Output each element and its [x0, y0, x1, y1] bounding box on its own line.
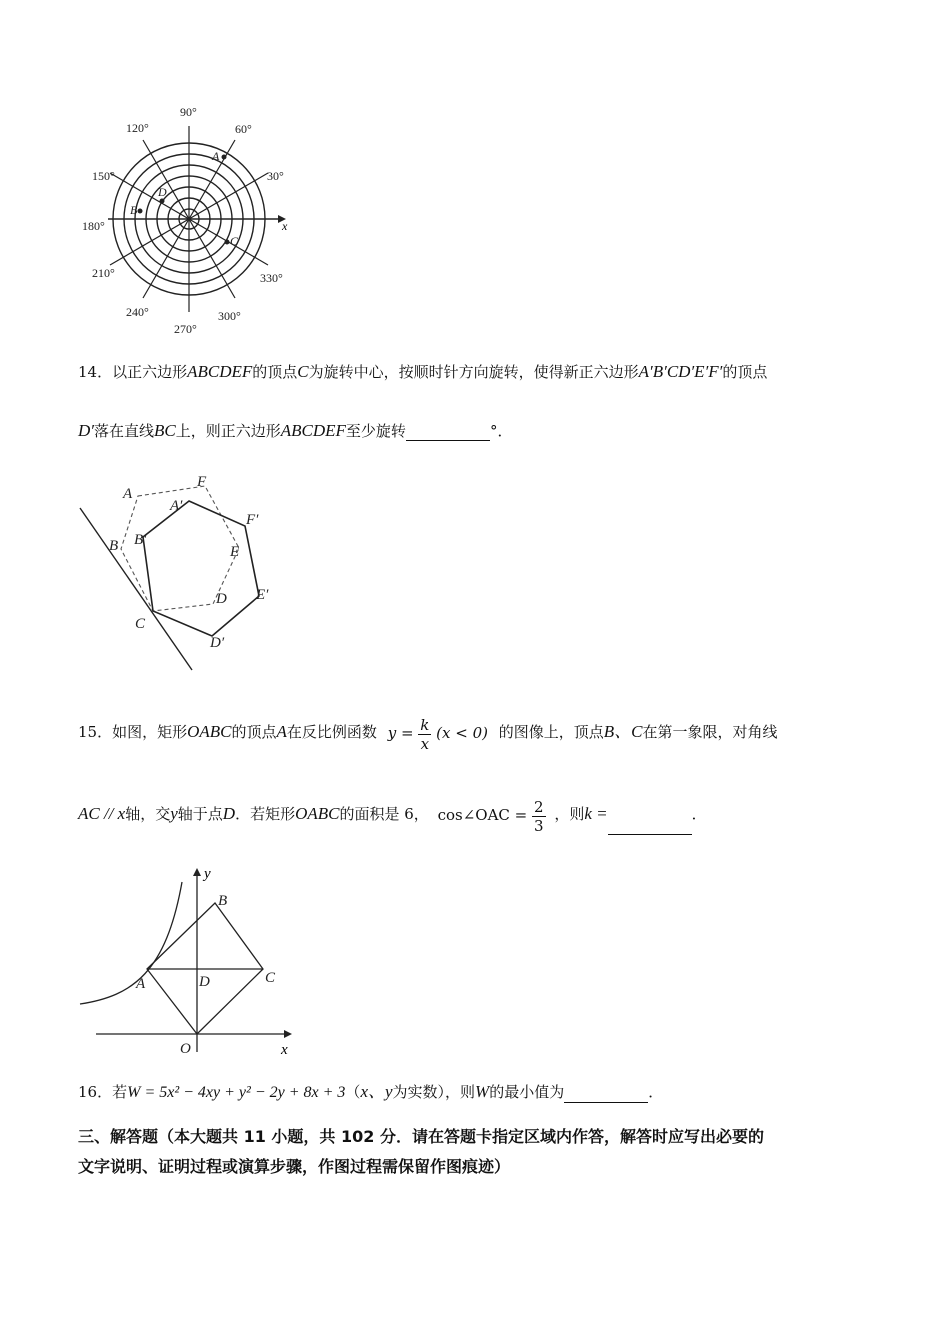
label-c: C [265, 970, 276, 986]
point-origin [187, 217, 191, 221]
angle-label-300: 300° [218, 309, 241, 323]
label-a-prime: A′ [170, 498, 183, 514]
angle-label-30: 30° [267, 169, 284, 183]
angle-label-270: 270° [174, 322, 197, 336]
rectangle-labels [135, 893, 276, 1057]
label-b: B [218, 893, 228, 909]
hyperbola-curve [80, 882, 182, 1004]
label-b-prime: B′ [134, 532, 147, 548]
y-axis-label: y [204, 866, 211, 882]
label-b: B [109, 538, 119, 554]
x-axis-label: x [281, 1042, 288, 1058]
point-c [225, 240, 230, 245]
rotated-hexagon [143, 501, 259, 636]
question-14-line-1: 14．以正六边形ABCDEF的顶点C为旋转中心，按顺时针方向旋转，使得新正六边形A′B′CD′E′F′的顶点 [78, 362, 768, 381]
q14-number: 14． [78, 363, 113, 381]
q14-hexagon: ABCDEF [187, 362, 253, 381]
label-c: C [230, 234, 239, 248]
q16-answer-blank[interactable] [564, 1086, 648, 1103]
label-d: D [199, 974, 210, 990]
label-a: A [136, 976, 146, 992]
question-15-line-2: AC // x轴，交y轴于点D．若矩形OABC的面积是 6， cos∠OAC = $\frac{2}{3}$ ，则k = ． [78, 794, 707, 836]
q15-cosine: cos∠OAC = $\frac{2}{3}$ [437, 797, 544, 835]
section-3-line-1: 三、解答题（本大题共 11 小题，共 102 分．请在答题卡指定区域内作答，解答时应写出必要的 [78, 1127, 764, 1146]
question-16: 16．若W = 5x² − 4xy + y² − 2y + 8x + 3（x、y为实数），则W的最小值为 ． [78, 1082, 664, 1101]
point-d [160, 199, 165, 204]
label-a: A [212, 149, 220, 163]
angle-label-330: 330° [260, 271, 283, 285]
hexagon-rotation-figure [76, 472, 286, 676]
angle-label-210: 210° [92, 266, 115, 280]
q14-new-hexagon: A′B′CD′E′F′ [638, 362, 723, 381]
point-a [222, 155, 227, 160]
angle-label-240: 240° [126, 305, 149, 319]
angle-label-90: 90° [180, 105, 197, 119]
label-d-prime: D′ [210, 635, 225, 651]
section-3-heading [78, 1122, 878, 1182]
section-3-line-2: 文字说明、证明过程或演算步骤，作图过程需保留作图痕迹） [78, 1157, 511, 1176]
angle-label-150: 150° [92, 169, 115, 183]
angle-label-180: 180° [82, 219, 105, 233]
question-14-line-2: D′落在直线BC上，则正六边形ABCDEF至少旋转 °． [78, 421, 513, 440]
label-c: C [135, 616, 146, 632]
x-axis-arrow-icon [284, 1030, 292, 1038]
y-axis-arrow-icon [193, 868, 201, 876]
question-15-line-1: 15．如图，矩形OABC的顶点A在反比例函数 y = $\frac{k}{x}$ (x < 0) 的图像上，顶点B、C在第一象限，对角线 [78, 712, 778, 754]
label-a: A [123, 486, 133, 502]
y-axis [193, 866, 211, 1052]
angle-label-120: 120° [126, 121, 149, 135]
rectangle-hyperbola-figure [78, 862, 298, 1062]
q14-answer-blank[interactable] [406, 424, 490, 441]
label-e-prime: E′ [256, 587, 269, 603]
angle-label-60: 60° [235, 122, 252, 136]
label-b: B [130, 203, 138, 217]
label-d: D [216, 591, 227, 607]
x-axis [96, 1030, 292, 1058]
label-f-prime: F′ [246, 512, 259, 528]
q16-expression: W = 5x² − 4xy + y² − 2y + 8x + 3 [127, 1084, 346, 1101]
point-b [138, 209, 143, 214]
q15-answer-blank[interactable] [608, 808, 692, 835]
label-o: O [180, 1041, 191, 1057]
label-f: F [197, 474, 207, 490]
q15-number: 15． [78, 723, 113, 741]
x-axis-label: x [282, 219, 288, 233]
polar-grid-figure [78, 100, 298, 340]
label-d: D [158, 185, 167, 199]
q15-function: y = $\frac{k}{x}$ (x < 0) [387, 715, 488, 753]
q16-number: 16． [78, 1083, 113, 1101]
label-e: E [230, 544, 240, 560]
